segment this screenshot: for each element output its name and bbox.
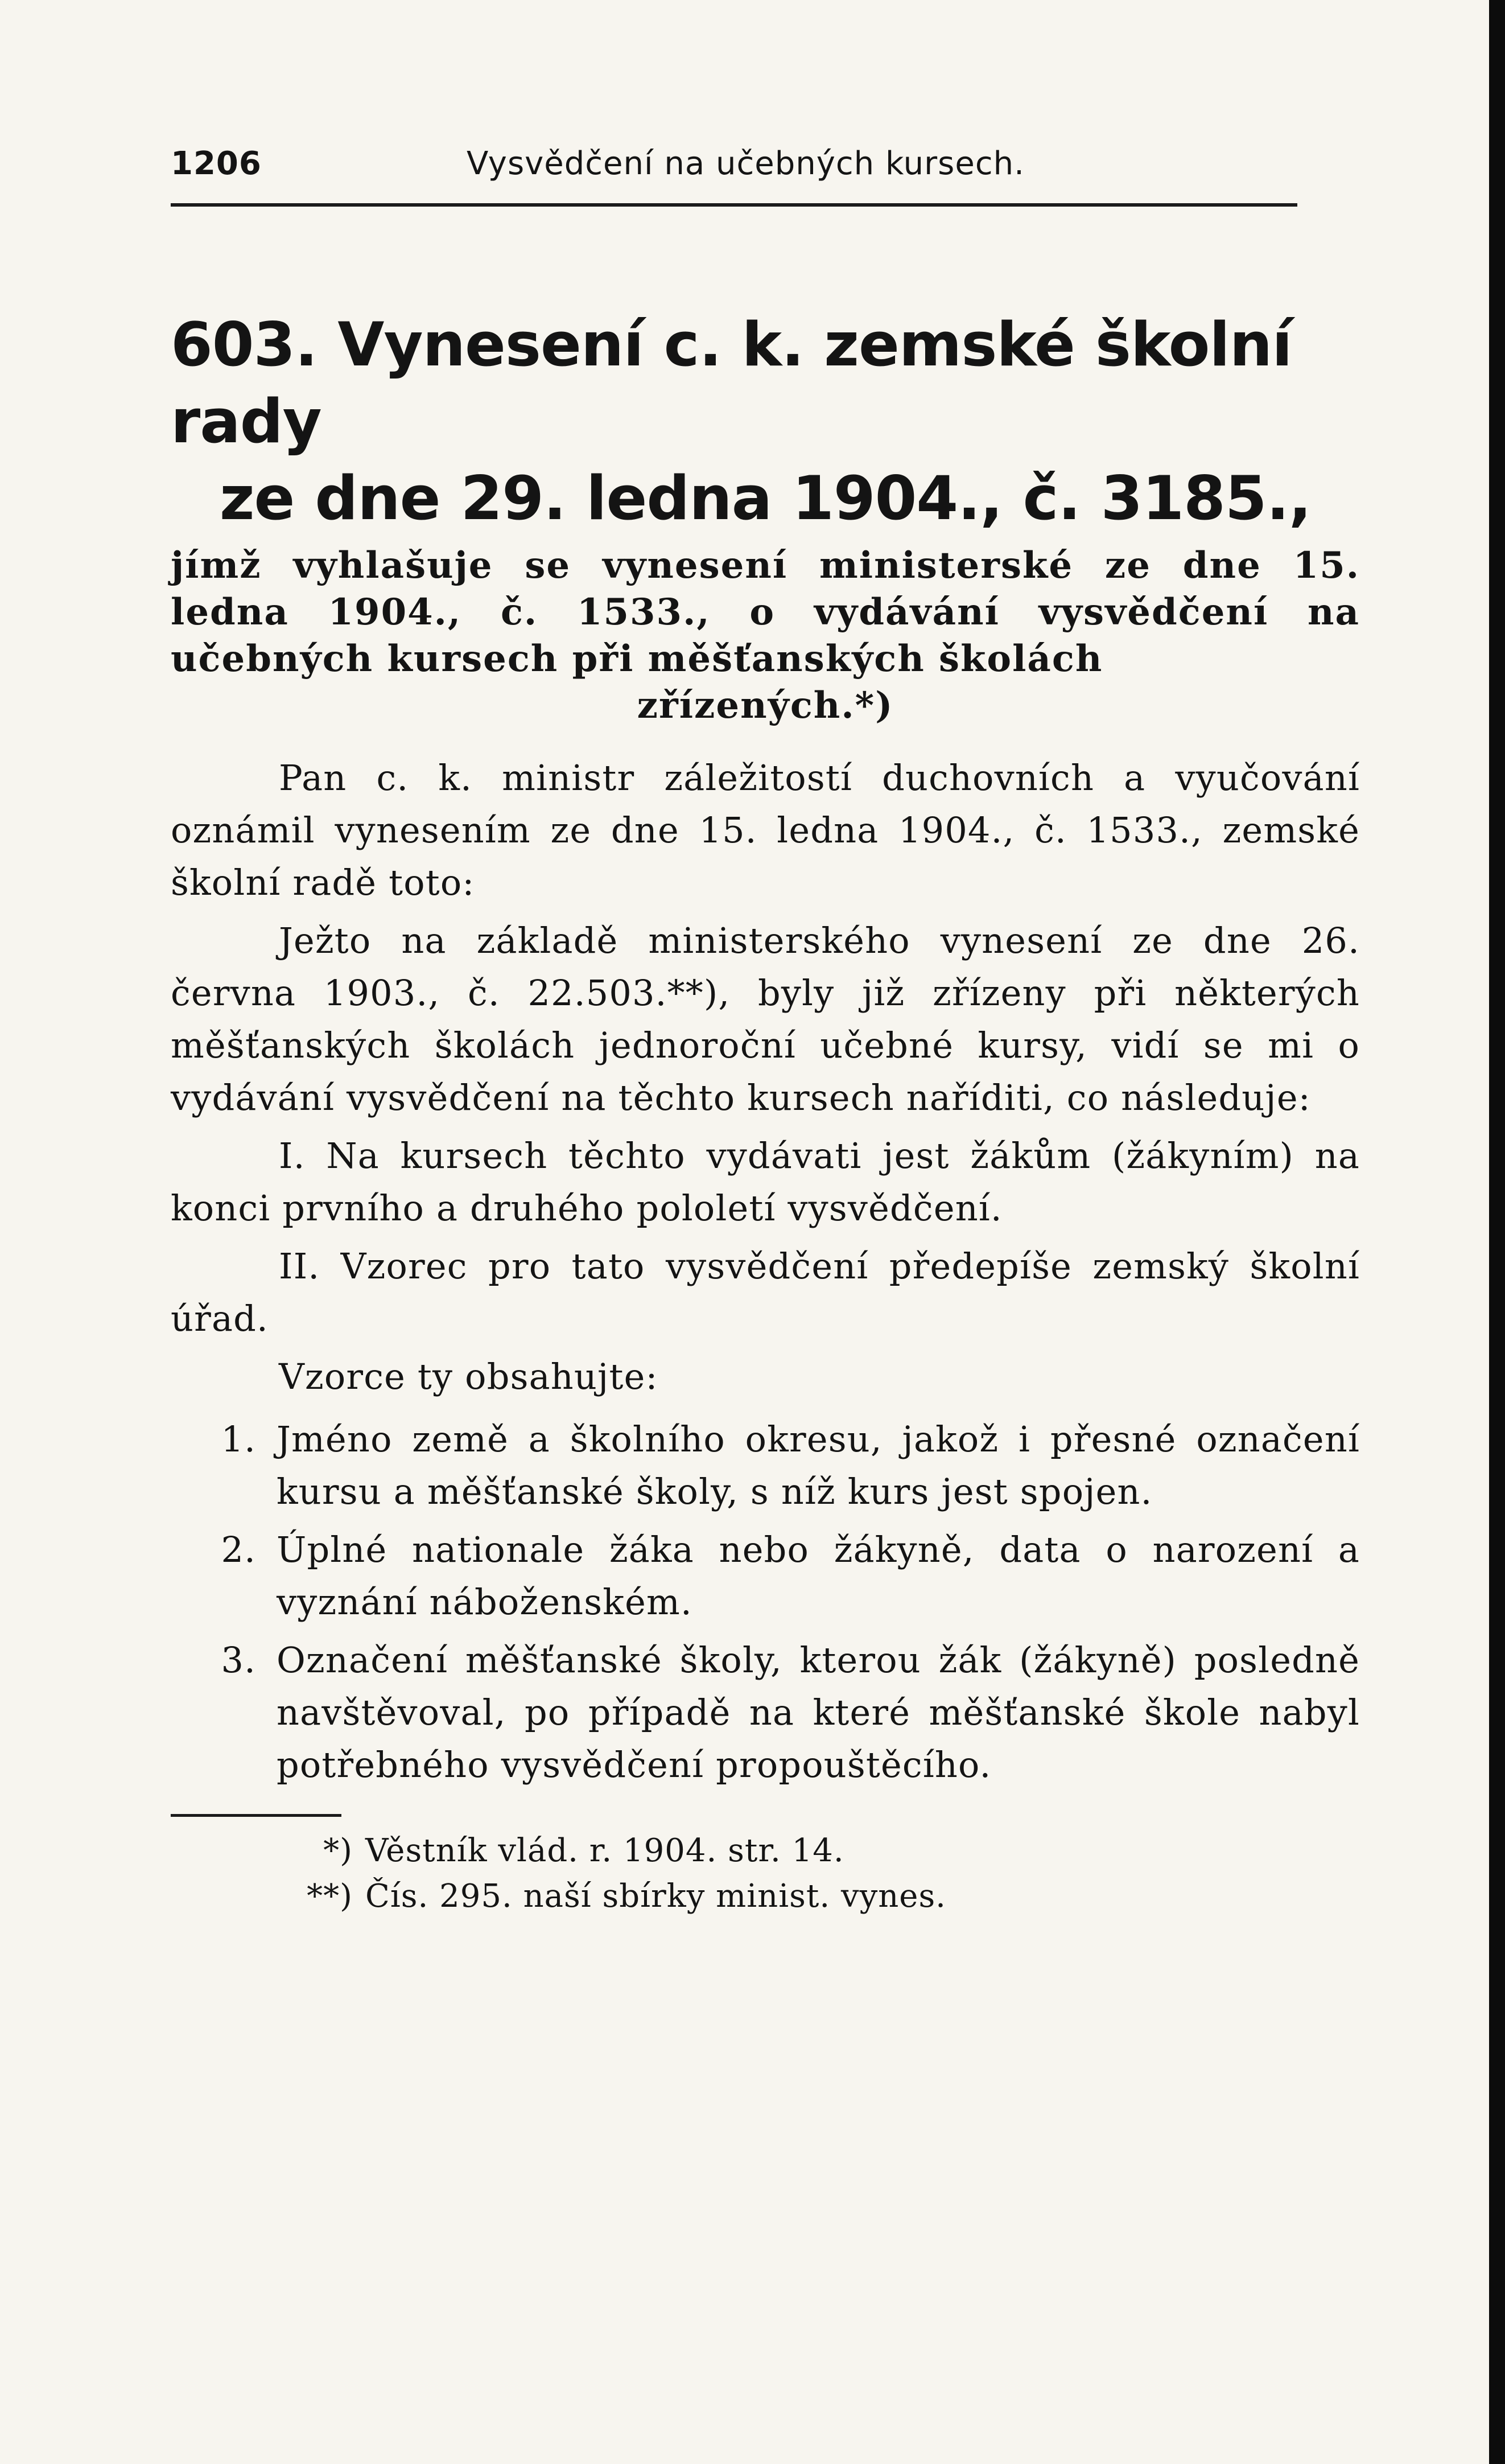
paragraph-whereas: Ježto na základě ministerského vynesení ze dne 26. června 1903., č. 22.503.**), byly již zřízeny při některých měšťanských školách jednoroční učebné kursy, vidí se mi o vydávání vysvědčení na těchto kursech naříditi, co následuje: (171, 920, 1360, 1118)
heading-line-1: 603. Vynesení c. k. zemské školní rady (171, 310, 1292, 456)
section-subheading (171, 542, 1360, 729)
running-head (171, 145, 1360, 196)
page (171, 145, 1360, 1919)
heading-line-2: ze dne 29. ledna 1904., č. 3185., (219, 463, 1312, 533)
subheading-text: jímž vyhlašuje se vynesení ministerské ze dne 15. ledna 1904., č. 1533., o vydávání vysvědčení na učebných kursech při měšťanských školách (171, 544, 1360, 680)
footnote-text: Čís. 295. naší sbírky minist. vynes. (365, 1878, 946, 1915)
list-item-number: 1. (221, 1418, 256, 1460)
list-item-number: 3. (221, 1639, 256, 1681)
list-item-text: Označení měšťanské školy, kterou žák (žákyně) posledně navštěvoval, po případě na které měšťanské škole nabyl potřebného vysvědčení propouštěcího. (277, 1639, 1360, 1786)
footnote (171, 1874, 1360, 1919)
header-rule (171, 203, 1297, 207)
running-title: Vysvědčení na učebných kursech. (467, 145, 1025, 182)
list-item-number: 2. (221, 1529, 256, 1570)
footnote-mark: *) (323, 1832, 353, 1869)
section-heading (171, 306, 1360, 537)
footnote-text: Věstník vlád. r. 1904. str. 14. (365, 1832, 844, 1869)
list-item (171, 1413, 1360, 1518)
paragraph-two: II. Vzorec pro tato vysvědčení předepíše zemský školní úřad. (171, 1245, 1360, 1339)
list-item (171, 1524, 1360, 1628)
subheading-last-line: zřízených.*) (637, 684, 894, 727)
list-item-text: Jméno země a školního okresu, jakož i přesné označení kursu a měšťanské školy, s níž kurs jest spojen. (277, 1418, 1360, 1512)
page-edge (1489, 0, 1505, 2464)
paragraph-intro: Pan c. k. ministr záležitostí duchovních a vyučování oznámil vynesením ze dne 15. ledna 1904., č. 1533., zemské školní radě toto: (171, 757, 1360, 903)
footnote-mark: **) (307, 1878, 353, 1915)
list-item (171, 1634, 1360, 1791)
paragraph-contain: Vzorce ty obsahujte: (279, 1356, 658, 1397)
paragraph-one: I. Na kursech těchto vydávati jest žákům (žákyním) na konci prvního a druhého pololetí vysvědčení. (171, 1135, 1360, 1229)
footnote-rule (171, 1814, 341, 1817)
numbered-list (171, 1413, 1360, 1791)
footnote (171, 1828, 1360, 1874)
page-number: 1206 (171, 145, 262, 182)
list-item-text: Úplné nationale žáka nebo žákyně, data o narození a vyznání náboženském. (277, 1529, 1360, 1623)
body-text (171, 752, 1360, 1791)
footnotes (171, 1828, 1360, 1919)
